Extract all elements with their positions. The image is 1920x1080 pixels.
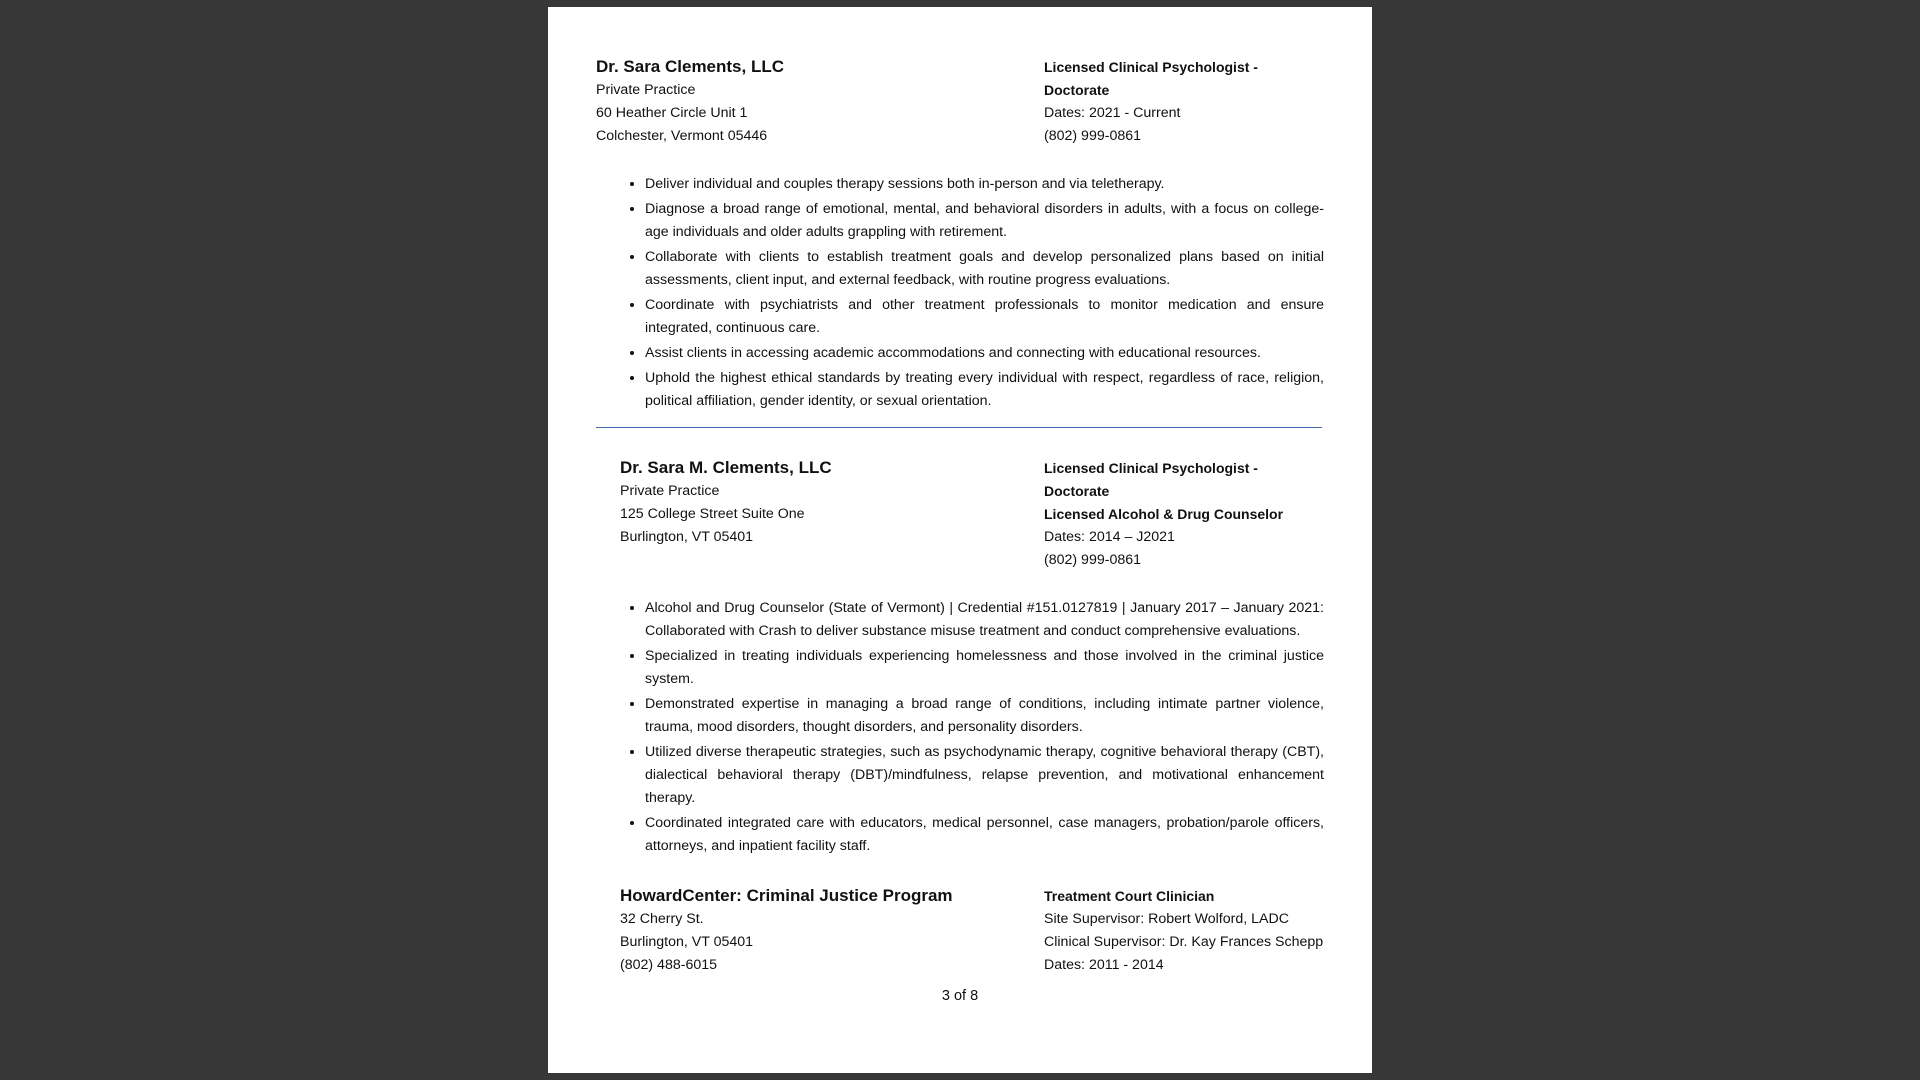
role-title: Licensed Alcohol & Drug Counselor: [1044, 506, 1284, 522]
employer-name: HowardCenter: Criminal Justice Program: [620, 886, 953, 905]
bullet-item: • Coordinate with psychiatrists and other treatment professionals to monitor medication and ensure integrated, continuous care.: [645, 293, 1324, 340]
address-line: Colchester, Vermont 05446: [596, 128, 768, 144]
address-line: Burlington, VT 05401: [620, 934, 754, 950]
phone-line: (802) 488-6015: [620, 957, 718, 973]
detail-line: Dates: 2014 – J2021: [1044, 529, 1175, 545]
address-line: 60 Heather Circle Unit 1: [596, 105, 748, 121]
role-info: [1044, 55, 1324, 148]
employer-name: Dr. Sara M. Clements, LLC: [620, 458, 832, 477]
bullet-item: • Deliver individual and couples therapy sessions both in-person and via teletherapy.: [645, 172, 1324, 196]
bullet-item: • Specialized in treating individuals experiencing homelessness and those involved in the criminal justice system.: [645, 644, 1324, 691]
address-line: Private Practice: [596, 82, 696, 98]
bullet-item: • Assist clients in accessing academic accommodations and connecting with educational resources.: [645, 341, 1324, 365]
detail-line: (802) 999-0861: [1044, 552, 1142, 568]
address-line: Private Practice: [620, 483, 720, 499]
bullet-item: • Utilized diverse therapeutic strategies, such as psychodynamic therapy, cognitive behavioral therapy (CBT), dialectical behavioral therapy (DBT)/mindfulness, relapse prevention, and motivational enhancement therapy.: [645, 740, 1324, 810]
employer-name: Dr. Sara Clements, LLC: [596, 57, 785, 76]
section-divider: [596, 427, 1322, 428]
entry-header-2: [596, 456, 1324, 572]
bullet-item: • Uphold the highest ethical standards by treating every individual with respect, regardless of race, religion, political affiliation, gender identity, or sexual orientation.: [645, 366, 1324, 413]
page-content: [596, 55, 1324, 977]
bullet-item: • Collaborate with clients to establish treatment goals and develop personalized plans based on initial assessments, client input, and external feedback, with routine progress evaluations.: [645, 245, 1324, 292]
employer-info: [620, 884, 953, 977]
detail-line: Clinical Supervisor: Dr. Kay Frances Schepp: [1044, 934, 1324, 950]
bullet-list: [596, 172, 1324, 413]
detail-line: (802) 999-0861: [1044, 128, 1142, 144]
detail-line: Dates: 2011 - 2014: [1044, 957, 1164, 973]
detail-line: Dates: 2021 - Current: [1044, 105, 1181, 121]
bullet-item: • Demonstrated expertise in managing a broad range of conditions, including intimate partner violence, trauma, mood disorders, thought disorders, and personality disorders.: [645, 692, 1324, 739]
employer-info: [596, 55, 784, 148]
role-title: Licensed Clinical Psychologist - Doctorate: [1044, 59, 1258, 98]
entry-header-3: [596, 884, 1324, 977]
role-title: Licensed Clinical Psychologist - Doctorate: [1044, 460, 1258, 499]
bullet-list: [596, 596, 1324, 858]
role-info: [1044, 884, 1324, 977]
page-number: 3 of 8: [941, 988, 979, 1004]
role-title: Treatment Court Clinician: [1044, 888, 1215, 904]
bullet-item: • Diagnose a broad range of emotional, mental, and behavioral disorders in adults, with a focus on college-age individuals and older adults grappling with retirement.: [645, 197, 1324, 244]
employer-info: [620, 456, 832, 572]
address-line: Burlington, VT 05401: [620, 529, 754, 545]
detail-line: Site Supervisor: Robert Wolford, LADC: [1044, 911, 1289, 927]
bullet-item: • Alcohol and Drug Counselor (State of Vermont) | Credential #151.0127819 | January 2017 – January 2021: Collaborated with Crash to deliver substance misuse treatment and conduct comprehensive evaluations.: [645, 596, 1324, 643]
role-info: [1044, 456, 1324, 572]
address-line: 32 Cherry St.: [620, 911, 704, 927]
bullet-item: • Coordinated integrated care with educators, medical personnel, case managers, probation/parole officers, attorneys, and inpatient facility staff.: [645, 811, 1324, 858]
entry-header-1: [596, 55, 1324, 148]
address-line: 125 College Street Suite One: [620, 506, 805, 522]
document-page: [548, 7, 1372, 1073]
